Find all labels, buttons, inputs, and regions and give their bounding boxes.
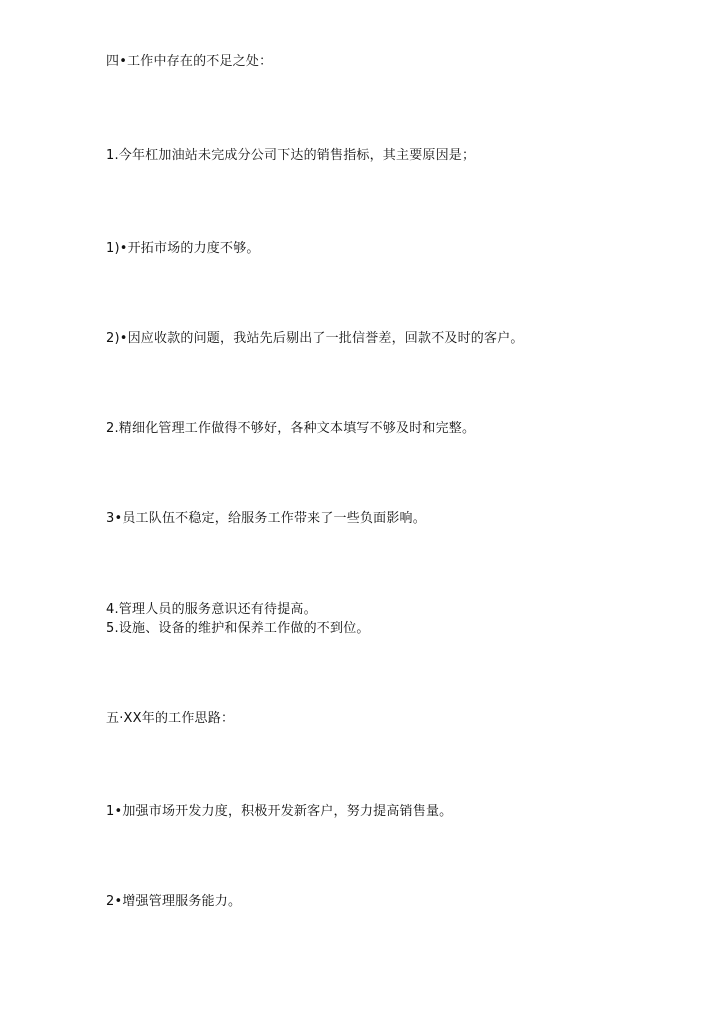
item-sales-target: 1.今年杠加油站未完成分公司下达的销售指标，其主要原因是； (106, 148, 476, 163)
plan-management-service: 2•增强管理服务能力。 (106, 894, 242, 909)
item-service-awareness: 4.管理人员的服务意识还有待提高。 (106, 602, 317, 617)
item-refined-management: 2.精细化管理工作做得不够好，各种文本填写不够及时和完整。 (106, 421, 476, 436)
plan-market-development: 1•加强市场开发力度，积极开发新客户，努力提高销售量。 (106, 804, 453, 819)
item-equipment-maintenance: 5.设施、设备的维护和保养工作做的不到位。 (106, 621, 370, 636)
section-five-heading: 五·XX年的工作思路： (106, 711, 235, 726)
subitem-receivables: 2)•因应收款的问题，我站先后剔出了一批信誉差，回款不及时的客户。 (106, 331, 524, 346)
subitem-market-effort: 1)•开拓市场的力度不够。 (106, 241, 260, 256)
section-four-heading: 四•工作中存在的不足之处： (106, 54, 273, 69)
item-staff-instability: 3•员工队伍不稳定，给服务工作带来了一些负面影响。 (106, 511, 426, 526)
